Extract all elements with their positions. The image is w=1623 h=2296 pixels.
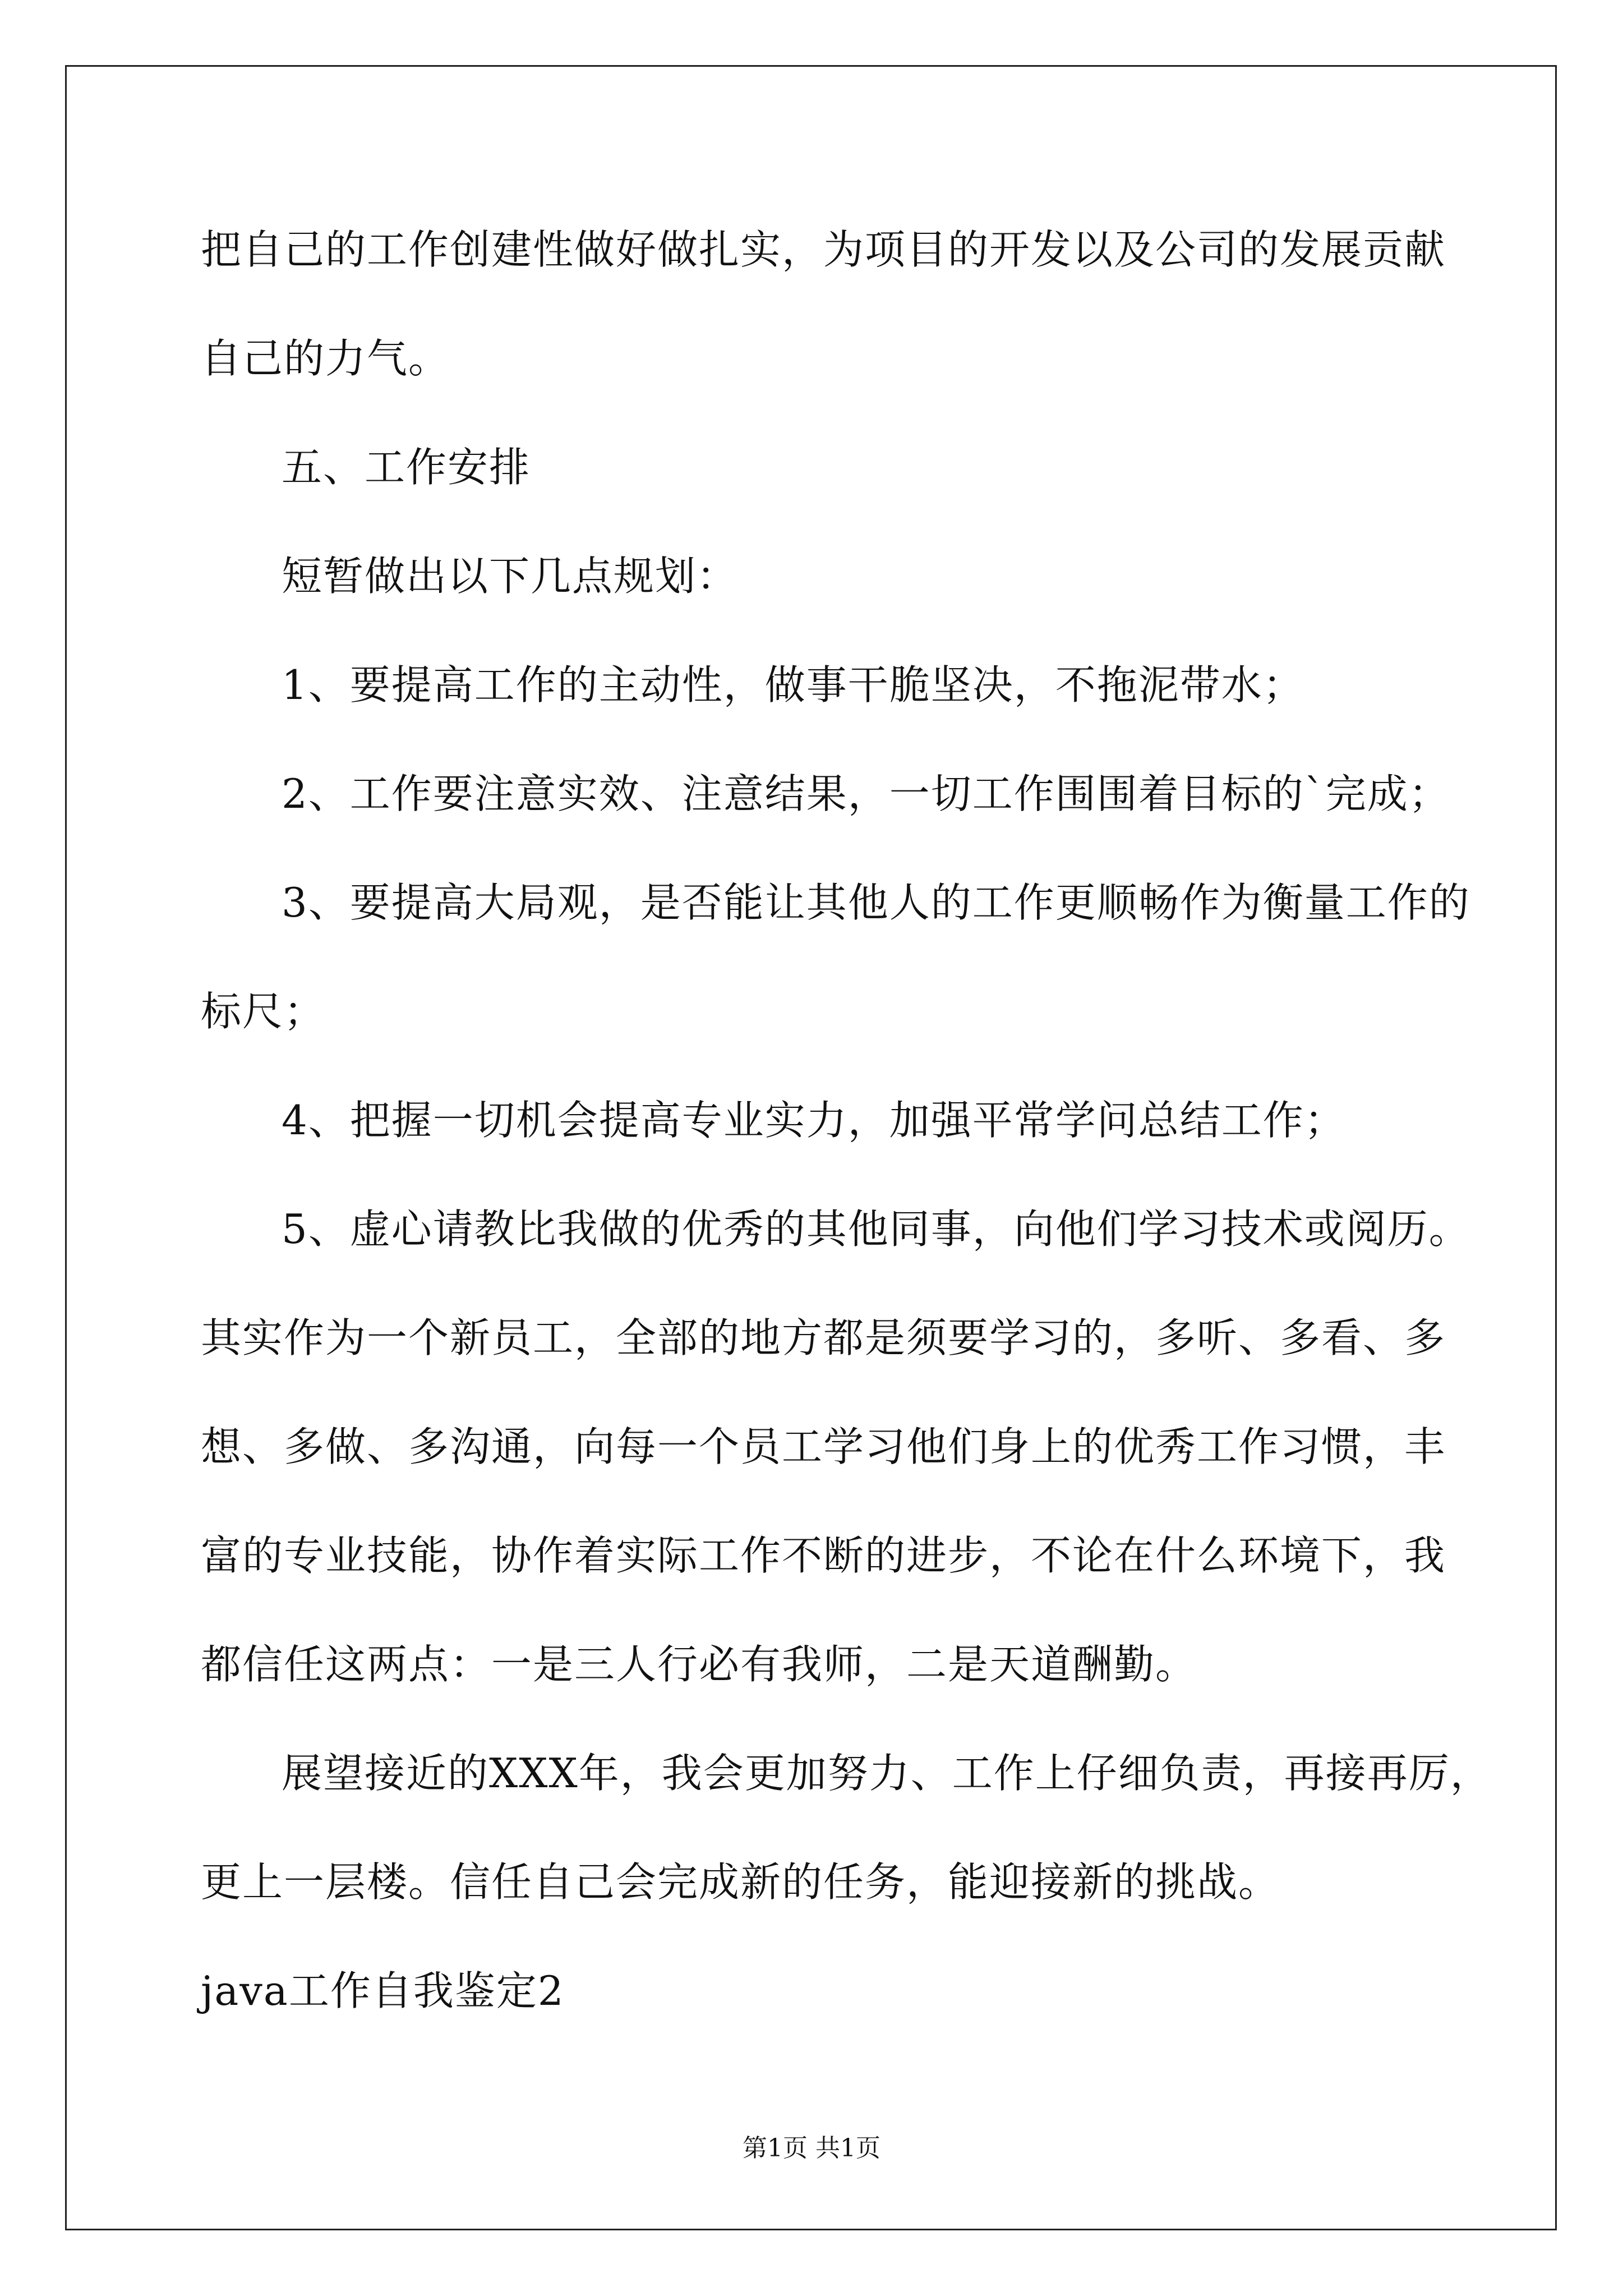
list-item: 4、把握一切机会提高专业实力，加强平常学问总结工作； (282, 1097, 1346, 1144)
paragraph-line: 富的专业技能，协作着实际工作不断的进步，不论在什么环境下，我 (201, 1532, 1446, 1579)
paragraph-line: 更上一层楼。信任自己会完成新的任务，能迎接新的挑战。 (201, 1858, 1280, 1906)
page-footer: 第1页 共1页 (743, 2134, 880, 2162)
section-heading: 五、工作安排 (282, 444, 531, 491)
paragraph-line: 把自己的工作创建性做好做扎实，为项目的开发以及公司的发展贡献 (201, 226, 1446, 273)
paragraph-line: 展望接近的XXX年，我会更加努力、工作上仔细负责，再接再厉， (282, 1750, 1492, 1797)
section-title: java工作自我鉴定2 (201, 1967, 565, 2014)
paragraph-line: 其实作为一个新员工，全部的地方都是须要学习的，多听、多看、多 (201, 1314, 1446, 1361)
paragraph-line: 都信任这两点：一是三人行必有我师，二是天道酬勤。 (201, 1641, 1197, 1688)
list-item: 1、要提高工作的主动性，做事干脆坚决，不拖泥带水； (282, 661, 1304, 708)
list-item-continuation: 标尺； (201, 988, 326, 1035)
paragraph-line: 自己的力气。 (201, 335, 450, 382)
list-item: 3、要提高大局观，是否能让其他人的工作更顺畅作为衡量工作的 (282, 879, 1470, 926)
paragraph-line: 想、多做、多沟通，向每一个员工学习他们身上的优秀工作习惯，丰 (201, 1423, 1446, 1470)
list-item: 5、虚心请教比我做的优秀的其他同事，向他们学习技术或阅历。 (282, 1205, 1470, 1253)
paragraph-line: 短暂做出以下几点规划： (282, 553, 739, 600)
list-item: 2、工作要注意实效、注意结果，一切工作围围着目标的`完成； (282, 770, 1450, 817)
